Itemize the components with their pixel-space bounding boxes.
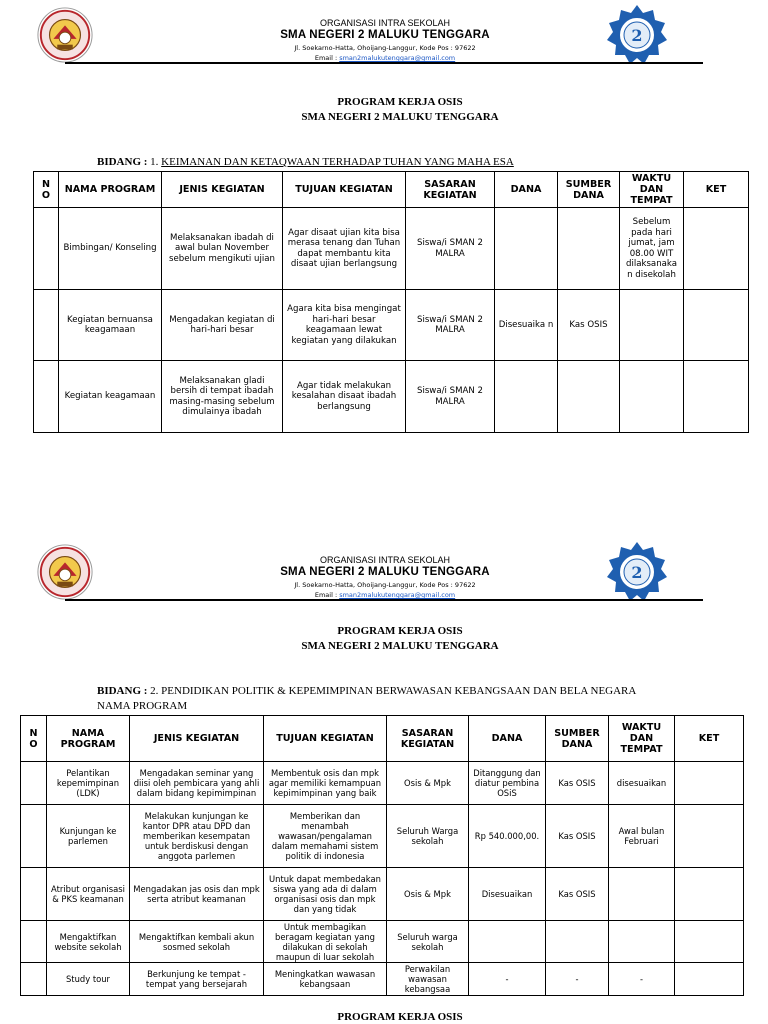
table-header-row — [21, 716, 744, 762]
cell-nama: Pelantikan kepemimpinan (LDK) — [47, 762, 130, 805]
cell-waktu: disesuaikan — [609, 762, 675, 805]
cell-jenis: Berkunjung ke tempat - tempat yang bersejarah — [130, 963, 264, 996]
col-sasaran: SASARAN KEGIATAN — [387, 716, 469, 762]
cell-tujuan: Untuk dapat membedakan siswa yang ada di dalam organisasi osis dan mpk dan yang tidak — [264, 868, 387, 921]
cell-sasaran: Siswa/i SMAN 2 MALRA — [406, 361, 495, 433]
program-title-2: PROGRAM KERJA OSIS — [337, 625, 463, 637]
school-address: Jl. Soekarno-Hatta, Ohoijang-Langgur, Kode Pos : 97622 — [294, 44, 476, 52]
col-dana: DANA — [495, 172, 558, 208]
cell-jenis: Melaksanakan gladi bersih di tempat ibadah masing-masing sebelum dimulainya ibadah — [162, 361, 283, 433]
cell-ket — [675, 868, 744, 921]
cell-no — [21, 805, 47, 868]
cell-tujuan: Meningkatkan wawasan kebangsaan — [264, 963, 387, 996]
col-ket: KET — [675, 716, 744, 762]
bidang-1-heading — [97, 156, 514, 168]
col-sumber: SUMBER DANA — [546, 716, 609, 762]
school-email-line — [230, 54, 540, 62]
cell-tujuan: Untuk membagikan beragam kegiatan yang dilakukan di sekolah maupun di luar sekolah — [264, 921, 387, 963]
email-link[interactable]: sman2malukutenggara@gmail.com — [339, 591, 456, 599]
table-header-row — [34, 172, 749, 208]
cell-waktu — [620, 290, 684, 361]
program-table-2 — [20, 715, 744, 996]
cell-dana: - — [469, 963, 546, 996]
cell-sasaran: Siswa/i SMAN 2 MALRA — [406, 208, 495, 290]
cell-nama: Kegiatan bernuansa keagamaan — [59, 290, 162, 361]
email-label: Email : — [314, 54, 340, 62]
cell-waktu: - — [609, 963, 675, 996]
cell-tujuan: Agara kita bisa mengingat hari-hari besar keagamaan lewat kegiatan yang dilakukan — [283, 290, 406, 361]
school-email-line — [230, 591, 540, 599]
cell-dana — [495, 361, 558, 433]
cell-sumber: Kas OSIS — [558, 290, 620, 361]
table-row — [21, 963, 744, 996]
cell-nama: Kunjungan ke parlemen — [47, 805, 130, 868]
letterhead-2 — [0, 539, 768, 609]
bidang-title: 2. PENDIDIKAN POLITIK & KEPEMIMPINAN BERWAWASAN KEBANGSAAN DAN BELA NEGARA — [150, 685, 637, 697]
bidang-label: BIDANG : — [97, 156, 151, 168]
table-row — [21, 868, 744, 921]
cell-dana: Disesuaika n — [495, 290, 558, 361]
footer-program-title: PROGRAM KERJA OSIS — [337, 1011, 463, 1023]
cell-jenis: Melakukan kunjungan ke kantor DPR atau DPD dan memberikan kesempatan untuk berdiskusi dengan anggota parlemen — [130, 805, 264, 868]
cell-no — [21, 963, 47, 996]
program-title: PROGRAM KERJA OSIS — [337, 96, 463, 108]
school-name: SMA NEGERI 2 MALUKU TENGGARA — [280, 29, 490, 41]
bidang-number: 1. — [150, 156, 162, 168]
cell-no — [34, 361, 59, 433]
school-seal-icon — [606, 541, 668, 603]
cell-waktu — [609, 868, 675, 921]
school-address: Jl. Soekarno-Hatta, Ohoijang-Langgur, Kode Pos : 97622 — [294, 581, 476, 589]
svg-text:2: 2 — [631, 563, 643, 582]
cell-no — [34, 290, 59, 361]
cell-sasaran: Seluruh Warga sekolah — [387, 805, 469, 868]
col-waktu: WAKTU DAN TEMPAT — [609, 716, 675, 762]
letterhead-rule — [65, 599, 703, 601]
bidang-label: BIDANG : — [97, 685, 151, 697]
cell-sumber — [558, 361, 620, 433]
school-seal-icon — [606, 4, 668, 66]
cell-jenis: Mengadakan jas osis dan mpk serta atribut keamanan — [130, 868, 264, 921]
bidang-title: KEIMANAN DAN KETAQWAAN TERHADAP TUHAN YANG MAHA ESA — [161, 156, 514, 168]
cell-dana: Rp 540.000,00. — [469, 805, 546, 868]
cell-nama: Study tour — [47, 963, 130, 996]
col-tujuan: TUJUAN KEGIATAN — [283, 172, 406, 208]
cell-dana — [469, 921, 546, 963]
org-label: ORGANISASI INTRA SEKOLAH — [319, 18, 451, 28]
cell-tujuan: Agar tidak melakukan kesalahan disaat ibadah berlangsung — [283, 361, 406, 433]
bidang-2-heading — [97, 685, 636, 697]
letterhead-1 — [0, 2, 768, 72]
col-no: N O — [34, 172, 59, 208]
col-sumber: SUMBER DANA — [558, 172, 620, 208]
program-subtitle-2: SMA NEGERI 2 MALUKU TENGGARA — [301, 640, 499, 652]
cell-ket — [675, 921, 744, 963]
school-name: SMA NEGERI 2 MALUKU TENGGARA — [280, 566, 490, 578]
cell-dana: Disesuaikan — [469, 868, 546, 921]
table-row — [34, 361, 749, 433]
cell-nama: Atribut organisasi & PKS keamanan — [47, 868, 130, 921]
col-sasaran: SASARAN KEGIATAN — [406, 172, 495, 208]
program-subtitle: SMA NEGERI 2 MALUKU TENGGARA — [301, 111, 499, 123]
col-nama: NAMA PROGRAM — [47, 716, 130, 762]
letterhead-rule — [65, 62, 703, 64]
cell-sumber: - — [546, 963, 609, 996]
cell-dana: Ditanggung dan diatur pembina OSiS — [469, 762, 546, 805]
col-no: N O — [21, 716, 47, 762]
cell-ket — [675, 762, 744, 805]
table-row — [34, 208, 749, 290]
bidang-2-subheading: NAMA PROGRAM — [97, 700, 188, 712]
table-row — [34, 290, 749, 361]
col-dana: DANA — [469, 716, 546, 762]
osis-emblem-icon — [36, 6, 94, 64]
table-row — [21, 805, 744, 868]
cell-jenis: Mengadakan kegiatan di hari-hari besar — [162, 290, 283, 361]
cell-tujuan: Agar disaat ujian kita bisa merasa tenang dan Tuhan dapat membantu kita disaat ujian berlangsung — [283, 208, 406, 290]
cell-nama: Mengaktifkan website sekolah — [47, 921, 130, 963]
cell-jenis: Mengadakan seminar yang diisi oleh pembicara yang ahli dalam bidang kepimimpinan — [130, 762, 264, 805]
cell-ket — [684, 290, 749, 361]
cell-nama: Kegiatan keagamaan — [59, 361, 162, 433]
cell-waktu — [620, 361, 684, 433]
cell-sumber: Kas OSIS — [546, 868, 609, 921]
cell-no — [34, 208, 59, 290]
col-ket: KET — [684, 172, 749, 208]
cell-sumber: Kas OSIS — [546, 805, 609, 868]
col-nama: NAMA PROGRAM — [59, 172, 162, 208]
cell-sumber — [546, 921, 609, 963]
cell-tujuan: Memberikan dan menambah wawasan/pengalaman dalam memahami sistem politik di indonesia — [264, 805, 387, 868]
cell-sasaran: Osis & Mpk — [387, 868, 469, 921]
cell-no — [21, 921, 47, 963]
table-row — [21, 762, 744, 805]
cell-no — [21, 762, 47, 805]
cell-jenis: Mengaktifkan kembali akun sosmed sekolah — [130, 921, 264, 963]
cell-waktu: Sebelum pada hari jumat, jam 08.00 WIT dilaksanaka n disekolah — [620, 208, 684, 290]
cell-waktu: Awal bulan Februari — [609, 805, 675, 868]
col-jenis: JENIS KEGIATAN — [162, 172, 283, 208]
cell-ket — [684, 208, 749, 290]
cell-dana — [495, 208, 558, 290]
cell-ket — [675, 963, 744, 996]
cell-waktu — [609, 921, 675, 963]
svg-text:2: 2 — [631, 26, 643, 45]
cell-ket — [675, 805, 744, 868]
cell-no — [21, 868, 47, 921]
org-label: ORGANISASI INTRA SEKOLAH — [319, 555, 451, 565]
table-row — [21, 921, 744, 963]
cell-sasaran: Siswa/i SMAN 2 MALRA — [406, 290, 495, 361]
cell-sumber — [558, 208, 620, 290]
cell-sasaran: Perwakilan wawasan kebangsaa — [387, 963, 469, 996]
cell-jenis: Melaksanakan ibadah di awal bulan November sebelum mengikuti ujian — [162, 208, 283, 290]
cell-nama: Bimbingan/ Konseling — [59, 208, 162, 290]
col-tujuan: TUJUAN KEGIATAN — [264, 716, 387, 762]
osis-emblem-icon — [36, 543, 94, 601]
email-link[interactable]: sman2malukutenggara@gmail.com — [339, 54, 456, 62]
cell-sasaran: Osis & Mpk — [387, 762, 469, 805]
cell-sumber: Kas OSIS — [546, 762, 609, 805]
email-label: Email : — [314, 591, 340, 599]
cell-sasaran: Seluruh warga sekolah — [387, 921, 469, 963]
col-waktu: WAKTU DAN TEMPAT — [620, 172, 684, 208]
cell-ket — [684, 361, 749, 433]
cell-tujuan: Membentuk osis dan mpk agar memiliki kemampuan kepimimpinan yang baik — [264, 762, 387, 805]
program-table-1 — [33, 171, 749, 433]
col-jenis: JENIS KEGIATAN — [130, 716, 264, 762]
